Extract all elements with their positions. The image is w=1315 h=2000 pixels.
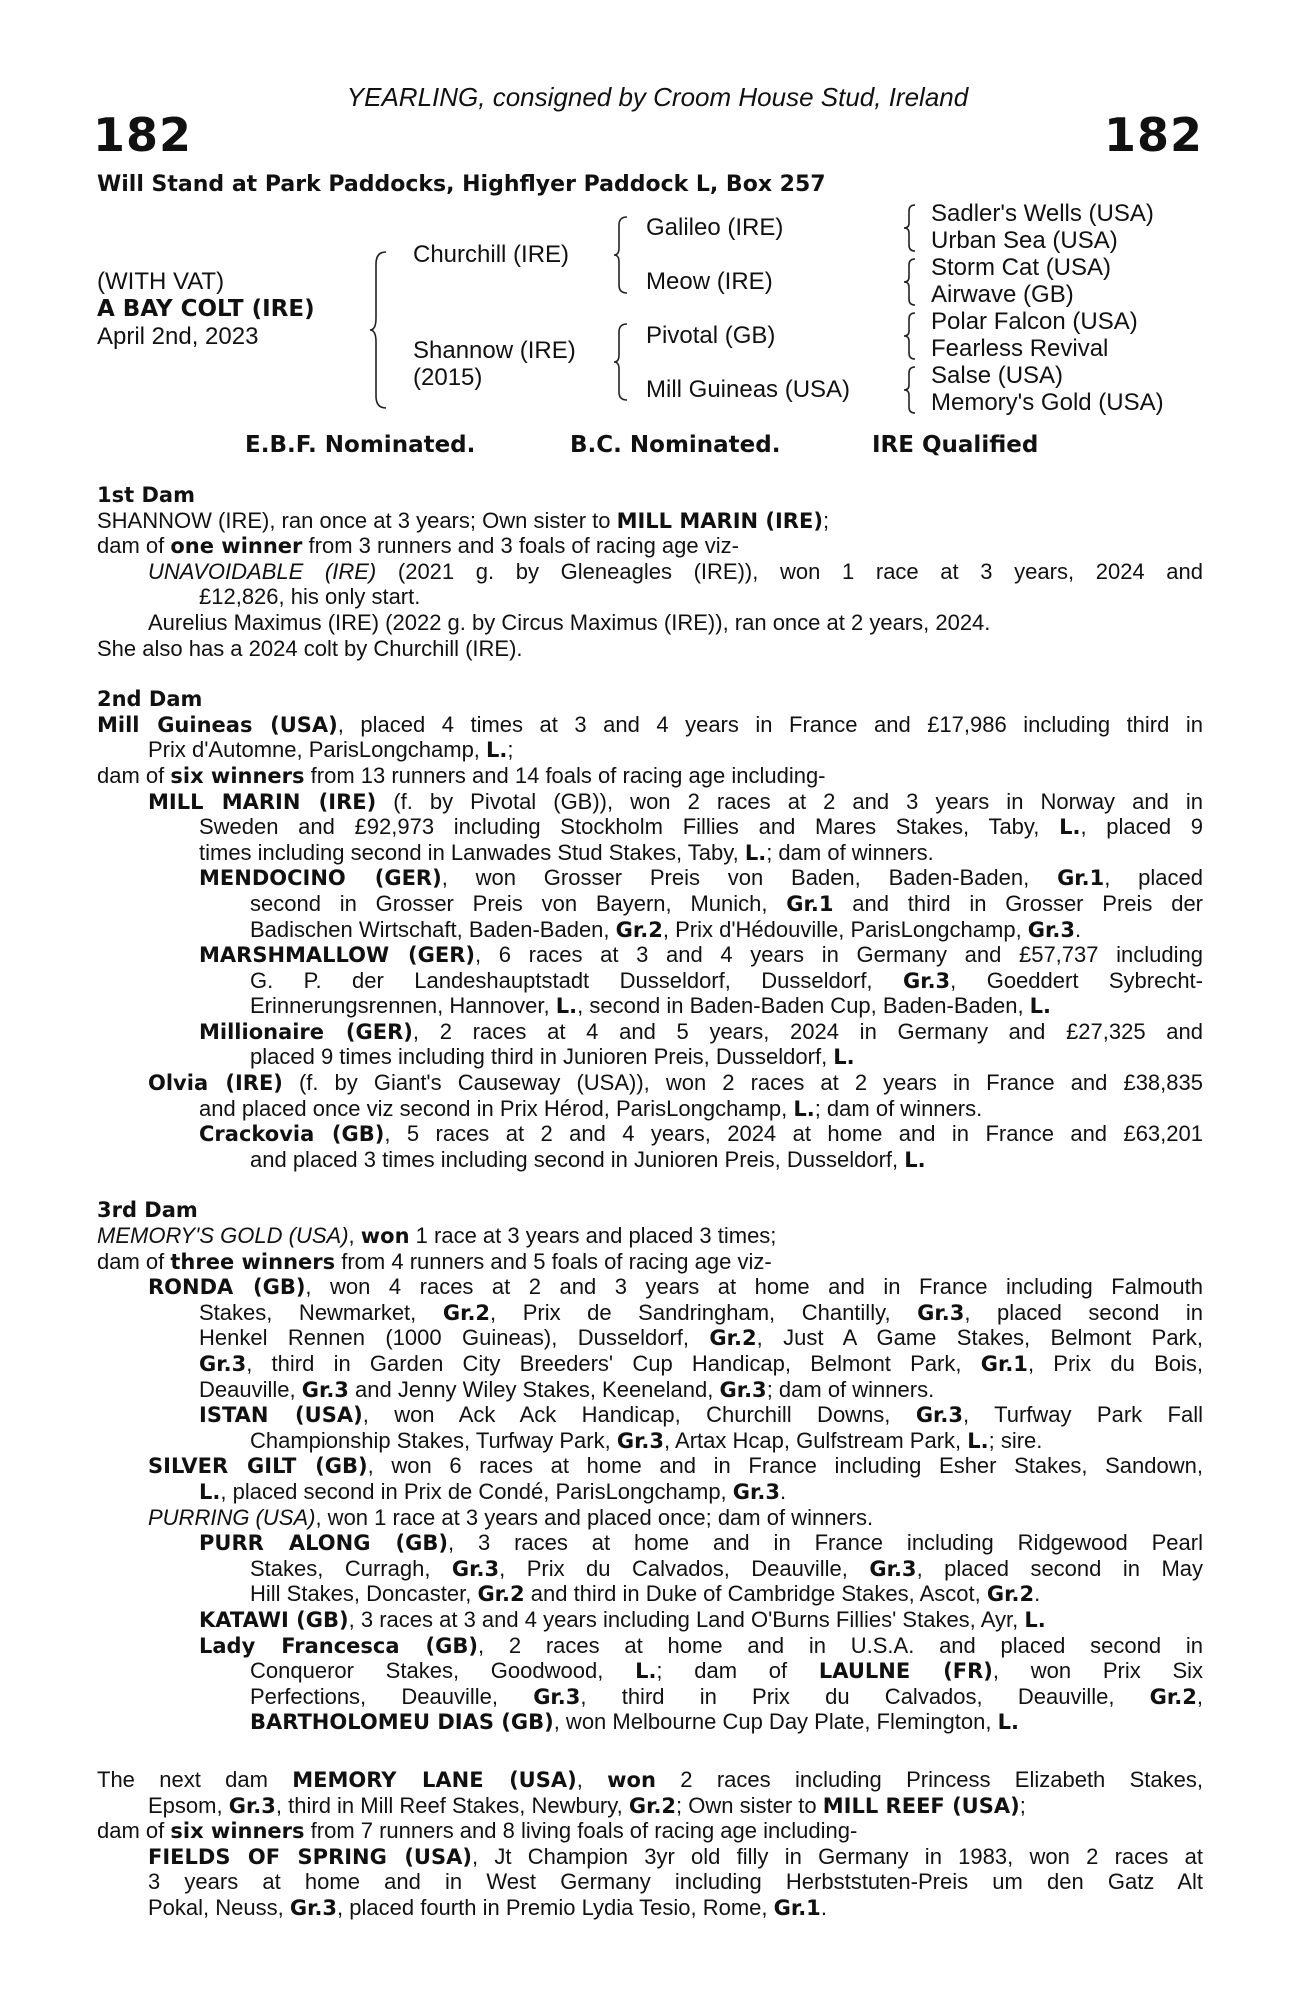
produce-line <box>97 1767 1203 1793</box>
bold-text: L. <box>904 1147 926 1172</box>
horse-name: A BAY COLT (IRE) <box>97 296 315 322</box>
text: second in Grosser Preis von Bayern, Munich, <box>250 890 787 916</box>
produce-line <box>97 763 1203 789</box>
text: (f. by Pivotal (GB)), won 2 races at 2 and 3 years in Norway and in <box>376 788 1203 814</box>
text: G. P. der Landeshauptstadt Dusseldorf, Dusseldorf, <box>250 967 903 993</box>
produce-line <box>97 1607 1203 1633</box>
bold-text: L. <box>967 1428 989 1453</box>
produce-line <box>97 1121 1203 1147</box>
text: dam of <box>97 1248 171 1274</box>
produce-line <box>97 1274 1203 1300</box>
produce-line <box>97 789 1203 815</box>
section-spacer <box>97 1172 1203 1197</box>
text: dam of <box>97 762 171 788</box>
produce-line <box>97 559 1203 585</box>
produce-line <box>97 636 1203 662</box>
text: , 6 races at 3 and 4 years in Germany and £57,737 including <box>475 942 1203 968</box>
text: , 2 races at 4 and 5 years, 2024 in Germany and £27,325 and <box>412 1018 1203 1044</box>
section-heading <box>97 482 1203 508</box>
text: Epsom, <box>148 1792 229 1818</box>
bold-text: L. <box>793 1096 815 1121</box>
section-heading <box>97 1197 1203 1223</box>
pedigree-brace-3d <box>902 365 918 415</box>
bold-text: MILL MARIN (IRE) <box>148 789 377 814</box>
bold-text: SILVER GILT (GB) <box>148 1454 368 1479</box>
produce-line <box>97 1895 1203 1921</box>
text: 2 races including Princess Elizabeth Stakes, <box>655 1766 1203 1792</box>
text: Deauville, <box>199 1376 302 1402</box>
produce-line <box>97 1530 1203 1556</box>
produce-line <box>97 1249 1203 1275</box>
text: and placed 3 times including second in Junioren Preis, Dusseldorf, <box>250 1146 905 1172</box>
text: Conqueror Stakes, Goodwood, <box>250 1658 636 1684</box>
pedigree-brace-3a <box>902 203 918 253</box>
text: , Jt Champion 3yr old filly in Germany in 1983, won 2 races at <box>471 1843 1203 1869</box>
produce-line <box>97 508 1203 534</box>
text: , Goeddert Sybrecht- <box>950 967 1203 993</box>
text: Henkel Rennen (1000 Guineas), Dusseldorf, <box>199 1325 710 1351</box>
produce-line <box>97 1070 1203 1096</box>
produce-line <box>97 1633 1203 1659</box>
bold-text: Gr.3 <box>869 1556 917 1581</box>
text: . <box>779 1478 787 1504</box>
text: from 13 runners and 14 foals of racing age including- <box>304 762 826 788</box>
text: Stakes, Curragh, <box>250 1555 452 1581</box>
bold-text: L. <box>1024 1607 1046 1632</box>
bold-text: Gr.1 <box>1057 866 1105 891</box>
bold-text: Millionaire (GER) <box>199 1019 413 1044</box>
text: Perfections, Deauville, <box>250 1683 534 1709</box>
text: Sweden and £92,973 including Stockholm Fillies and Mares Stakes, Taby, <box>199 814 1060 840</box>
text: , Artax Hcap, Gulfstream Park, <box>664 1427 968 1453</box>
bold-text: Gr.2 <box>1149 1684 1197 1709</box>
bold-text: 3rd Dam <box>97 1198 198 1223</box>
text: , 2 races at home and in U.S.A. and placed second in <box>477 1632 1203 1658</box>
text: , Prix de Sandringham, Chantilly, <box>490 1299 918 1325</box>
produce-line <box>97 1325 1203 1351</box>
text: , Just A Game Stakes, Belmont Park, <box>756 1325 1203 1351</box>
produce-line <box>97 533 1203 559</box>
pedigree-brace-3b <box>902 257 918 307</box>
text: The next dam <box>97 1766 293 1792</box>
produce-line <box>97 1300 1203 1326</box>
text: , placed second in May <box>916 1555 1203 1581</box>
bold-text: Gr.3 <box>719 1377 767 1402</box>
pedigree-sire: Churchill (IRE) <box>413 241 570 268</box>
text: , third in Prix du Calvados, Deauville, <box>580 1683 1150 1709</box>
text: . <box>1034 1581 1041 1607</box>
produce-line <box>97 1658 1203 1684</box>
text: placed 9 times including third in Junioren Preis, Dusseldorf, <box>250 1044 834 1070</box>
bold-text: Gr.2 <box>442 1300 491 1325</box>
bold-text: KATAWI (GB) <box>199 1607 349 1632</box>
bold-text: Gr.3 <box>1027 917 1075 942</box>
bold-text: Mill Guineas (USA) <box>97 712 338 737</box>
produce-line <box>97 1479 1203 1505</box>
text: , <box>1196 1683 1203 1709</box>
produce-line <box>97 865 1203 891</box>
produce-line <box>97 1684 1203 1710</box>
text: Stakes, Newmarket, <box>199 1299 443 1325</box>
bold-text: L. <box>199 1479 221 1504</box>
text: Prix d'Automne, ParisLongchamp, <box>148 737 487 763</box>
bold-text: L. <box>997 1710 1019 1735</box>
pedigree-sire-dam: Meow (IRE) <box>646 268 773 295</box>
bc-nomination: B.C. Nominated. <box>570 432 781 458</box>
produce-line <box>97 1505 1203 1531</box>
ire-qualified: IRE Qualified <box>872 432 1039 458</box>
bold-text: 2nd Dam <box>97 687 203 712</box>
produce-line <box>97 1844 1203 1870</box>
text: , Prix du Bois, <box>1027 1351 1203 1376</box>
italic-text: PURRING (USA) <box>148 1504 316 1530</box>
text: , placed 9 <box>1080 814 1203 840</box>
text: , second in Baden-Baden Cup, Baden-Baden, <box>577 993 1030 1019</box>
text: ; dam of <box>656 1658 819 1684</box>
text: , placed second in Prix de Condé, ParisLongchamp, <box>220 1478 733 1504</box>
text: ; dam of winners. <box>766 1376 935 1402</box>
bold-text: Gr.3 <box>917 1300 965 1325</box>
pedigree-g3-3: Storm Cat (USA) <box>931 254 1112 281</box>
produce-line <box>97 891 1203 917</box>
catalogue-subtitle: YEARLING, consigned by Croom House Stud, Ireland <box>346 82 969 112</box>
produce-line <box>97 1869 1203 1895</box>
pedigree-sire-sire: Galileo (IRE) <box>646 214 784 241</box>
produce-line <box>97 814 1203 840</box>
produce-line <box>97 610 1203 636</box>
produce-line <box>97 712 1203 738</box>
pedigree-dam-sire: Pivotal (GB) <box>646 322 776 349</box>
text: , won Prix Six <box>992 1658 1203 1684</box>
pedigree-g3-8: Memory's Gold (USA) <box>931 389 1164 416</box>
text: dam of <box>97 1818 171 1844</box>
pedigree-dam: Shannow (IRE) <box>413 337 576 364</box>
text: , Turfway Park Fall <box>963 1402 1203 1428</box>
bold-text: Gr.2 <box>628 1793 677 1818</box>
text: , won Melbourne Cup Day Plate, Flemington, <box>553 1709 998 1735</box>
bold-text: MILL MARIN (IRE) <box>616 508 823 533</box>
text: times including second in Lanwades Stud Stakes, Taby, <box>199 839 745 865</box>
text: and third in Duke of Cambridge Stakes, Ascot, <box>524 1581 987 1607</box>
produce-line <box>97 737 1203 763</box>
text: , <box>576 1766 608 1792</box>
text: ; Own sister to <box>676 1792 823 1818</box>
text: and Jenny Wiley Stakes, Keeneland, <box>348 1376 720 1402</box>
text: , 3 races at 3 and 4 years including Land O'Burns Fillies' Stakes, Ayr, <box>348 1606 1025 1632</box>
text: , won 1 race at 3 years and placed once; dam of winners. <box>315 1504 874 1530</box>
bold-text: Gr.1 <box>786 891 834 916</box>
text: £12,826, his only start. <box>199 584 421 610</box>
bold-text: Olvia (IRE) <box>148 1071 283 1096</box>
produce-line <box>97 968 1203 994</box>
produce-record <box>97 482 1203 1920</box>
bold-text: Gr.3 <box>301 1377 349 1402</box>
bold-text: L. <box>744 840 767 865</box>
produce-line <box>97 1402 1203 1428</box>
text: , 3 races at home and in France including Ridgewood Pearl <box>447 1530 1203 1556</box>
text: , placed second in <box>964 1299 1203 1325</box>
section-spacer <box>97 1735 1203 1767</box>
produce-line <box>97 1147 1203 1173</box>
produce-line <box>97 840 1203 866</box>
pedigree-g3-7: Salse (USA) <box>931 362 1064 389</box>
bold-text: FIELDS OF SPRING (USA) <box>148 1844 472 1869</box>
bold-text: 1st Dam <box>97 483 195 507</box>
produce-line <box>97 1709 1203 1735</box>
text: 3 years at home and in West Germany including Herbststuten-Preis um den Gatz Alt <box>148 1869 1203 1895</box>
bold-text: Gr.3 <box>199 1352 247 1376</box>
text: (2021 g. by Gleneagles (IRE)), won 1 race at 3 years, 2024 and <box>376 558 1203 584</box>
bold-text: L. <box>555 994 578 1019</box>
text: from 7 runners and 8 living foals of racing age including- <box>304 1818 858 1844</box>
text: , third in Mill Reef Stakes, Newbury, <box>275 1792 629 1818</box>
bold-text: PURR ALONG (GB) <box>199 1531 448 1556</box>
lot-number-right: 182 <box>1103 108 1203 162</box>
bold-text: L. <box>833 1045 855 1070</box>
text: . <box>1075 916 1082 942</box>
bold-text: one winner <box>170 534 303 559</box>
pedigree-brace-2a <box>612 215 630 295</box>
text: (f. by Giant's Causeway (USA)), won 2 races at 2 years in France and £38,835 <box>282 1070 1203 1096</box>
text: 1 race at 3 years and placed 3 times; <box>409 1223 777 1249</box>
bold-text: won <box>607 1767 656 1792</box>
produce-line <box>97 1096 1203 1122</box>
bold-text: BARTHOLOMEU DIAS (GB) <box>250 1710 554 1735</box>
produce-line <box>97 1223 1203 1249</box>
text: , Prix d'Hédouville, ParisLongchamp, <box>662 916 1028 942</box>
pedigree-brace-2b <box>612 322 630 402</box>
bold-text: Gr.3 <box>451 1556 500 1581</box>
text: , third in Garden City Breeders' Cup Handicap, Belmont Park, <box>246 1351 981 1376</box>
bold-text: L. <box>486 738 508 763</box>
text: Pokal, Neuss, <box>148 1894 290 1920</box>
text: ; dam of winners. <box>766 839 934 865</box>
text: dam of <box>97 533 171 559</box>
bold-text: Lady Francesca (GB) <box>199 1633 478 1658</box>
produce-line <box>97 1453 1203 1479</box>
bold-text: three winners <box>170 1249 336 1274</box>
bold-text: Gr.3 <box>533 1684 581 1709</box>
produce-line <box>97 1428 1203 1454</box>
produce-line <box>97 942 1203 968</box>
text: , placed <box>1104 865 1203 891</box>
produce-line <box>97 917 1203 943</box>
bold-text: Gr.3 <box>915 1403 964 1428</box>
bold-text: MENDOCINO (GER) <box>199 866 442 891</box>
bold-text: Gr.3 <box>289 1895 338 1920</box>
text: from 4 runners and 5 foals of racing age viz- <box>335 1248 772 1274</box>
text: , won Grosser Preis von Baden, Baden-Baden, <box>441 865 1058 891</box>
text: , won Ack Ack Handicap, Churchill Downs, <box>362 1402 916 1428</box>
bold-text: won <box>360 1224 410 1249</box>
stand-location: Will Stand at Park Paddocks, Highflyer Paddock L, Box 257 <box>97 172 826 197</box>
produce-line <box>97 1044 1203 1070</box>
pedigree-brace-1 <box>368 250 390 410</box>
text: , placed fourth in Premio Lydia Tesio, Rome, <box>337 1894 774 1920</box>
bold-text: Gr.1 <box>773 1895 821 1920</box>
produce-line <box>97 1581 1203 1607</box>
pedigree-dam-dam: Mill Guineas (USA) <box>646 376 851 403</box>
vat-note: (WITH VAT) <box>97 268 225 295</box>
bold-text: six winners <box>170 763 305 788</box>
bold-text: six winners <box>170 1819 305 1844</box>
bold-text: MILL REEF (USA) <box>822 1793 1020 1818</box>
bold-text: Gr.3 <box>228 1793 276 1818</box>
text: ; sire. <box>988 1427 1043 1453</box>
bold-text: MARSHMALLOW (GER) <box>199 943 476 968</box>
bold-text: MEMORY LANE (USA) <box>292 1767 577 1792</box>
text: ; <box>507 737 514 763</box>
text: , Prix du Calvados, Deauville, <box>499 1555 870 1581</box>
lot-number-left: 182 <box>93 108 193 162</box>
text: from 3 runners and 3 foals of racing age viz- <box>302 533 739 559</box>
bold-text: LAULNE (FR) <box>818 1659 993 1684</box>
bold-text: Gr.2 <box>709 1326 757 1351</box>
text: , won 6 races at home and in France including Esher Stakes, Sandown, <box>367 1453 1203 1479</box>
text: , <box>348 1223 361 1249</box>
bold-text: L. <box>1059 815 1081 840</box>
text: Championship Stakes, Turfway Park, <box>250 1427 617 1453</box>
italic-text: UNAVOIDABLE (IRE) <box>148 558 377 584</box>
text: Aurelius Maximus (IRE) (2022 g. by Circus Maximus (IRE)), ran once at 2 years, 2024. <box>148 609 991 635</box>
bold-text: Gr.3 <box>616 1428 665 1453</box>
bold-text: Gr.2 <box>986 1582 1035 1607</box>
bold-text: Crackovia (GB) <box>199 1122 385 1147</box>
bold-text: Gr.2 <box>477 1582 525 1607</box>
produce-line <box>97 1019 1203 1045</box>
bold-text: L. <box>635 1659 657 1684</box>
text: ; dam of winners. <box>814 1095 983 1121</box>
pedigree-brace-3c <box>902 311 918 361</box>
bold-text: RONDA (GB) <box>148 1275 306 1300</box>
section-spacer <box>97 661 1203 686</box>
ebf-nomination: E.B.F. Nominated. <box>245 432 476 458</box>
text: . <box>820 1894 827 1920</box>
text: and placed once viz second in Prix Hérod, ParisLongchamp, <box>199 1095 794 1121</box>
pedigree-dam-year: (2015) <box>413 364 483 391</box>
produce-line <box>97 1818 1203 1844</box>
produce-line <box>97 1793 1203 1819</box>
text: , won 4 races at 2 and 3 years at home and in France including Falmouth <box>305 1274 1203 1300</box>
text: ; <box>822 507 830 533</box>
pedigree-g3-2: Urban Sea (USA) <box>931 227 1118 254</box>
pedigree-g3-5: Polar Falcon (USA) <box>931 308 1138 335</box>
text: Badischen Wirtschaft, Baden-Baden, <box>250 916 616 942</box>
foaling-date: April 2nd, 2023 <box>97 323 259 350</box>
text: , 5 races at 2 and 4 years, 2024 at home and in France and £63,201 <box>384 1121 1203 1147</box>
bold-text: Gr.2 <box>615 917 663 942</box>
bold-text: Gr.3 <box>732 1479 780 1504</box>
text: , placed 4 times at 3 and 4 years in France and £17,986 including third in <box>337 711 1203 737</box>
produce-line <box>97 584 1203 610</box>
bold-text: ISTAN (USA) <box>199 1403 363 1428</box>
text: Erinnerungsrennen, Hannover, <box>250 993 556 1019</box>
text: and third in Grosser Preis der <box>833 890 1203 916</box>
pedigree-g3-4: Airwave (GB) <box>931 281 1074 308</box>
text: Hill Stakes, Doncaster, <box>250 1581 478 1607</box>
section-heading <box>97 686 1203 712</box>
text: She also has a 2024 colt by Churchill (IRE). <box>97 635 523 661</box>
text: SHANNOW (IRE), ran once at 3 years; Own sister to <box>97 507 617 533</box>
pedigree-g3-1: Sadler's Wells (USA) <box>931 200 1154 227</box>
produce-line <box>97 1556 1203 1582</box>
italic-text: MEMORY'S GOLD (USA) <box>97 1223 349 1249</box>
text: ; <box>1019 1792 1026 1818</box>
bold-text: Gr.1 <box>980 1352 1028 1376</box>
produce-line <box>97 993 1203 1019</box>
bold-text: Gr.3 <box>902 968 951 993</box>
pedigree-g3-6: Fearless Revival <box>931 335 1109 362</box>
produce-line <box>97 1351 1203 1377</box>
bold-text: L. <box>1029 994 1052 1019</box>
produce-line <box>97 1377 1203 1403</box>
